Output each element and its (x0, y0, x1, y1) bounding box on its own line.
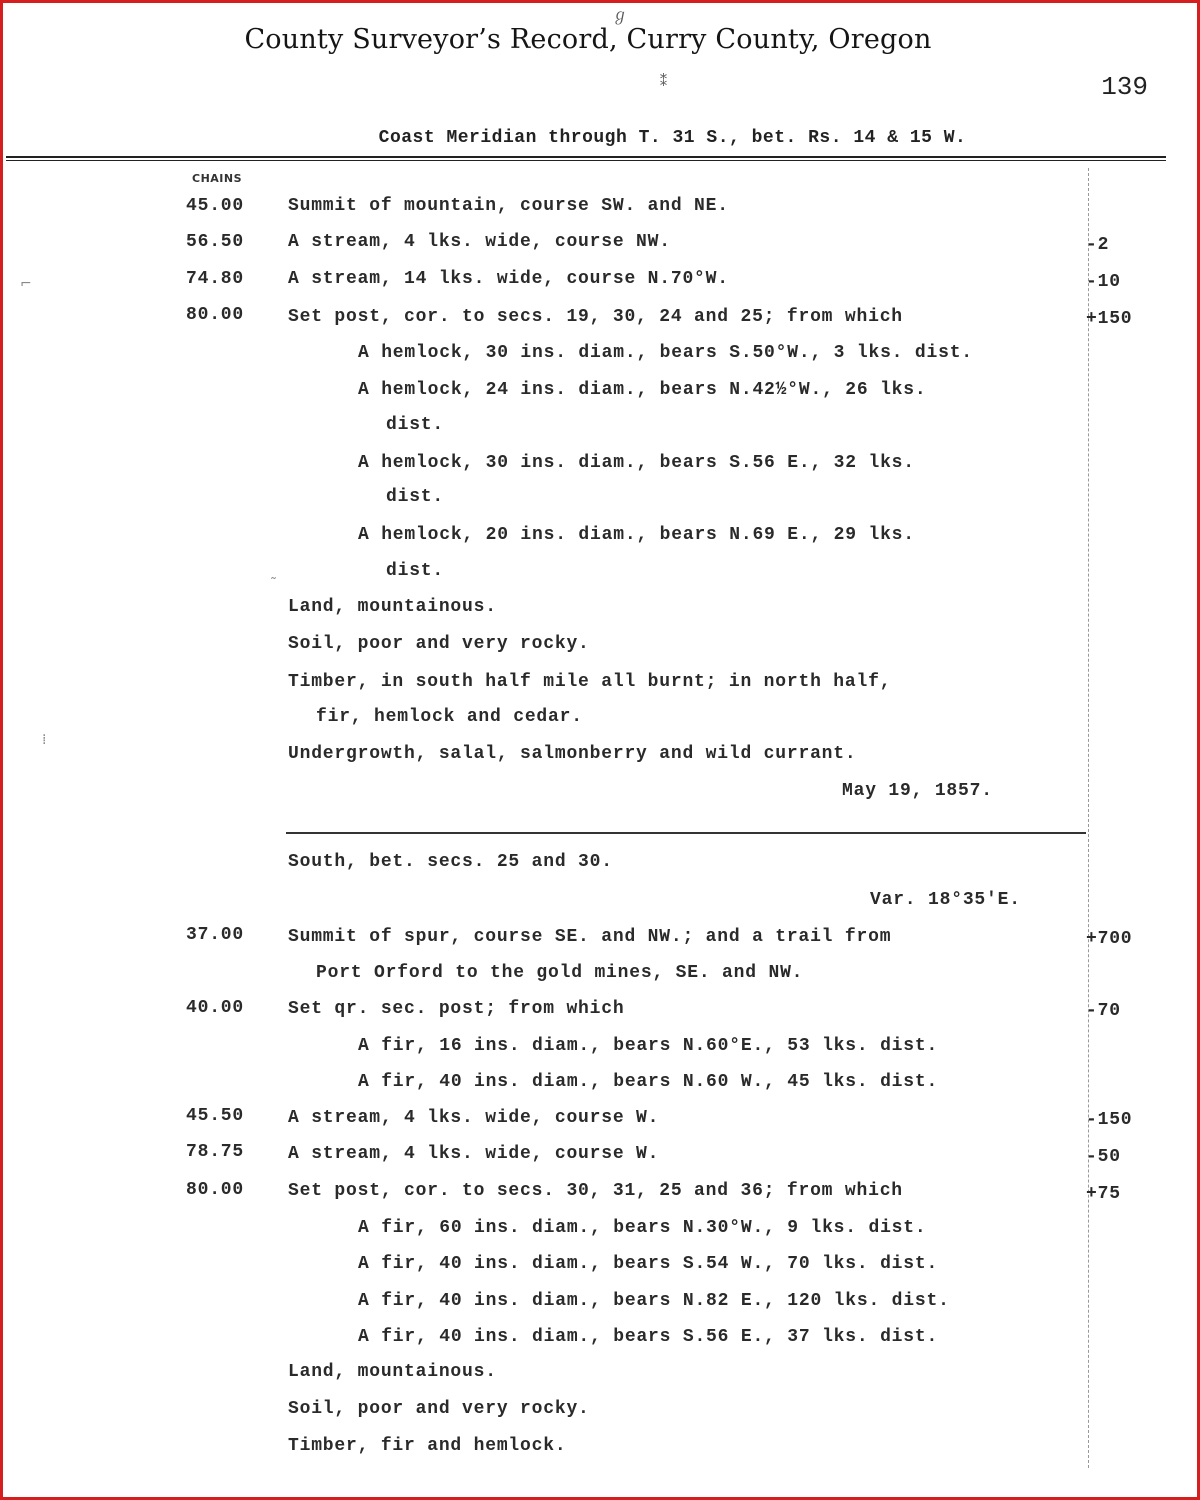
entry-text: A stream, 14 lks. wide, course N.70°W. (288, 269, 729, 289)
chain-value: 78.75 (186, 1142, 245, 1162)
chain-value: 80.00 (186, 1180, 245, 1200)
timber-note: Timber, fir and hemlock. (288, 1436, 567, 1456)
soil-note: Soil, poor and very rocky. (288, 1399, 590, 1419)
bearing-line: A fir, 40 ins. diam., bears N.82 E., 120 lks. dist. (358, 1291, 950, 1311)
bearing-line: A hemlock, 30 ins. diam., bears S.50°W., 3 lks. dist. (358, 343, 973, 363)
bearing-line: A hemlock, 30 ins. diam., bears S.56 E., 32 lks. (358, 453, 915, 473)
chain-value: 37.00 (186, 925, 245, 945)
bearing-line: A fir, 16 ins. diam., bears N.60°E., 53 lks. dist. (358, 1036, 939, 1056)
timber-note-continued: fir, hemlock and cedar. (316, 707, 583, 727)
chain-value: 45.00 (186, 196, 245, 216)
elevation-column-rule (1088, 168, 1089, 1468)
bearing-line: A fir, 40 ins. diam., bears N.60 W., 45 lks. dist. (358, 1072, 939, 1092)
entry-text: Summit of spur, course SE. and NW.; and a trail from (288, 927, 892, 947)
elevation-value: -50 (1086, 1147, 1121, 1167)
bearing-line-continued: dist. (386, 415, 445, 435)
survey-date: May 19, 1857. (842, 781, 993, 801)
land-note: Land, mountainous. (288, 597, 497, 617)
soil-note: Soil, poor and very rocky. (288, 634, 590, 654)
elevation-value: -2 (1086, 235, 1110, 255)
bearing-line-continued: dist. (386, 561, 445, 581)
chain-value: 80.00 (186, 305, 245, 325)
bearing-line: A fir, 40 ins. diam., bears S.56 E., 37 lks. dist. (358, 1327, 939, 1347)
section-heading: South, bet. secs. 25 and 30. (288, 852, 613, 872)
scan-mark: ⌐ (20, 276, 32, 292)
header-rule (6, 156, 1166, 161)
scan-mark: ⁞ (42, 732, 47, 748)
entry-text: A stream, 4 lks. wide, course W. (288, 1144, 660, 1164)
handwritten-mark: ⁑ (660, 74, 667, 90)
elevation-value: -70 (1086, 1001, 1121, 1021)
entry-text-continued: Port Orford to the gold mines, SE. and NW. (316, 963, 804, 983)
elevation-value: +700 (1086, 929, 1133, 949)
timber-note: Timber, in south half mile all burnt; in north half, (288, 672, 892, 692)
chain-value: 74.80 (186, 269, 245, 289)
page-title: County Surveyor’s Record, Curry County, Oregon (244, 24, 932, 55)
bearing-line-continued: dist. (386, 487, 445, 507)
entry-text: Set post, cor. to secs. 19, 30, 24 and 25; from which (288, 307, 903, 327)
bearing-line: A fir, 60 ins. diam., bears N.30°W., 9 lks. dist. (358, 1218, 927, 1238)
entry-text: A stream, 4 lks. wide, course W. (288, 1108, 660, 1128)
elevation-value: -10 (1086, 272, 1121, 292)
entry-text: Set qr. sec. post; from which (288, 999, 625, 1019)
bearing-line: A hemlock, 20 ins. diam., bears N.69 E., 29 lks. (358, 525, 915, 545)
handwritten-mark: ℊ (612, 5, 629, 24)
entry-text: Summit of mountain, course SW. and NE. (288, 196, 729, 216)
bearing-line: A hemlock, 24 ins. diam., bears N.42½°W., 26 lks. (358, 380, 927, 400)
entry-text: A stream, 4 lks. wide, course NW. (288, 232, 671, 252)
variation-note: Var. 18°35'E. (870, 890, 1021, 910)
chain-value: 40.00 (186, 998, 245, 1018)
entry-text: Set post, cor. to secs. 30, 31, 25 and 36; from which (288, 1181, 903, 1201)
bearing-line: A fir, 40 ins. diam., bears S.54 W., 70 lks. dist. (358, 1254, 939, 1274)
section-divider (286, 832, 1086, 834)
elevation-value: +75 (1086, 1184, 1121, 1204)
page-number: 139 (1101, 72, 1148, 102)
undergrowth-note: Undergrowth, salal, salmonberry and wild currant. (288, 744, 857, 764)
chain-value: 56.50 (186, 232, 245, 252)
page-subtitle: Coast Meridian through T. 31 S., bet. Rs. 14 & 15 W. (378, 128, 967, 148)
elevation-value: +150 (1086, 309, 1133, 329)
land-note: Land, mountainous. (288, 1362, 497, 1382)
elevation-value: -150 (1086, 1110, 1133, 1130)
scan-mark: ˜ (270, 576, 277, 592)
chains-column-header: CHAINS (192, 172, 243, 185)
chain-value: 45.50 (186, 1106, 245, 1126)
